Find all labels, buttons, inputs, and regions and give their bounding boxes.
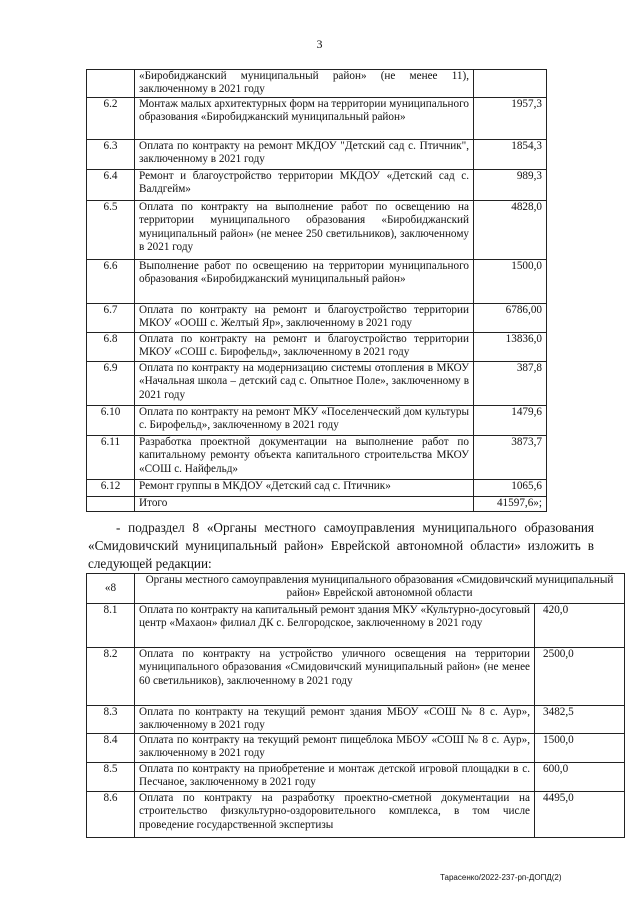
row-number: 6.3 [87, 139, 135, 169]
row-value: 2500,0 [535, 648, 625, 706]
row-number [87, 496, 135, 511]
row-text: Оплата по контракту на текущий ремонт здания МБОУ «СОШ № 8 с. Аур», заключенному в 2021 году [135, 706, 535, 734]
row-text: Оплата по контракту на ремонт МКДОУ "Детский сад с. Птичник", заключенному в 2021 году [135, 139, 474, 169]
row-value: 600,0 [535, 763, 625, 792]
table-row [87, 479, 547, 496]
row-number: 6.12 [87, 479, 135, 496]
row-text: Ремонт и благоустройство территории МКДОУ «Детский сад с. Валдгейм» [135, 169, 474, 200]
row-value: 1479,6 [474, 405, 547, 435]
row-value [474, 70, 547, 98]
row-text: Оплата по контракту на приобретение и монтаж детской игровой площадки в с. Песчаное, заключенному в 2021 году [135, 763, 535, 792]
row-text: «Биробиджанский муниципальный район» (не менее 11), заключенному в 2021 году [135, 70, 474, 98]
row-number: 6.11 [87, 435, 135, 479]
row-text: Оплата по контракту на устройство уличного освещения на территории муниципального образования «Смидовичский муниципальный район» (не менее 60 светильников), заключенному в 2021 году [135, 648, 535, 706]
table-row [87, 604, 625, 648]
row-value: 1854,3 [474, 139, 547, 169]
row-text: Оплата по контракту на выполнение работ по освещению на территории муниципального образования «Биробиджанский муниципальный район» (не менее 250 светильников), заключенному в 2021 году [135, 200, 474, 259]
section-paragraph [88, 519, 594, 573]
table-section-6 [86, 69, 547, 512]
row-text: Оплата по контракту на ремонт и благоустройство территории МКОУ «СОШ с. Бирофельд», заключенному в 2021 году [135, 332, 474, 361]
row-value: 4495,0 [535, 792, 625, 838]
row-value: 13836,0 [474, 332, 547, 361]
row-text: Оплата по контракту на ремонт и благоустройство территории МКОУ «ООШ с. Желтый Яр», заключенному в 2021 году [135, 303, 474, 332]
row-number: 8.5 [87, 763, 135, 792]
row-text: Итого [135, 496, 474, 511]
row-number: 8.6 [87, 792, 135, 838]
table-row [87, 200, 547, 259]
table-row [87, 303, 547, 332]
row-number: 6.4 [87, 169, 135, 200]
row-number: 6.2 [87, 97, 135, 139]
row-number: 8.3 [87, 706, 135, 734]
row-value: 1500,0 [474, 259, 547, 303]
table-row [87, 648, 625, 706]
row-value: 4828,0 [474, 200, 547, 259]
row-value: 6786,00 [474, 303, 547, 332]
row-number: 6.5 [87, 200, 135, 259]
paragraph-text: - подраздел 8 «Органы местного самоуправления муниципального образования «Смидовичский муниципальный район» Еврейской автономной области» изложить в следующей редакции: [88, 520, 594, 571]
section-header-row [87, 574, 625, 604]
page-number: 3 [316, 37, 323, 51]
row-text: Выполнение работ по освещению на территории муниципального образования «Биробиджанский муниципальный район» [135, 259, 474, 303]
row-value: 387,8 [474, 361, 547, 405]
table-row [87, 259, 547, 303]
row-text: Оплата по контракту на текущий ремонт пищеблока МБОУ «СОШ № 8 с. Аур», заключенному в 2021 году [135, 734, 535, 763]
table-row [87, 169, 547, 200]
row-value: 420,0 [535, 604, 625, 648]
row-value: 3873,7 [474, 435, 547, 479]
table-row [87, 332, 547, 361]
row-text: Ремонт группы в МКДОУ «Детский сад с. Птичник» [135, 479, 474, 496]
table-row [87, 763, 625, 792]
row-text: Оплата по контракту на модернизацию системы отопления в МКОУ «Начальная школа – детский сад с. Опытное Поле», заключенному в 2021 году [135, 361, 474, 405]
row-value: 1957,3 [474, 97, 547, 139]
table-row [87, 70, 547, 98]
row-number: 6.8 [87, 332, 135, 361]
row-number: 6.10 [87, 405, 135, 435]
row-number: 8.2 [87, 648, 135, 706]
row-number: 8.1 [87, 604, 135, 648]
table-row [87, 361, 547, 405]
table-row [87, 405, 547, 435]
table-row [87, 792, 625, 838]
row-text: Разработка проектной документации на выполнение работ по капитальному ремонту объекта капитального строительства МКОУ «СОШ с. Найфельд» [135, 435, 474, 479]
row-number [87, 70, 135, 98]
row-text: Оплата по контракту на ремонт МКУ «Поселенческий дом культуры с. Бирофельд», заключенному в 2021 году [135, 405, 474, 435]
table-row [87, 435, 547, 479]
section-title: Органы местного самоуправления муниципального образования «Смидовичский муниципальный район» Еврейской автономной области [135, 574, 625, 604]
table-row [87, 139, 547, 169]
row-value: 41597,6»; [474, 496, 547, 511]
row-text: Монтаж малых архитектурных форм на территории муниципального образования «Биробиджанский муниципальный район» [135, 97, 474, 139]
table-section-8 [86, 573, 625, 838]
row-number: 6.9 [87, 361, 135, 405]
row-value: 1500,0 [535, 734, 625, 763]
row-value: 3482,5 [535, 706, 625, 734]
row-text: Оплата по контракту на капитальный ремонт здания МКУ «Культурно-досуговый центр «Махаон» филиал ДК с. Белгородское, заключенному в 2021 году [135, 604, 535, 648]
row-value: 1065,6 [474, 479, 547, 496]
row-number: 6.7 [87, 303, 135, 332]
section-number: «8 [87, 574, 135, 604]
document-footer-code: Тарасенко/2022-237-рп-ДОПД(2) [440, 873, 562, 882]
table-row [87, 97, 547, 139]
row-number: 8.4 [87, 734, 135, 763]
table-row-total [87, 496, 547, 511]
table-row [87, 734, 625, 763]
row-number: 6.6 [87, 259, 135, 303]
table-row [87, 706, 625, 734]
row-text: Оплата по контракту на разработку проектно-сметной документации на строительство физкультурно-оздоровительного комплекса, в том числе проведение государственной экспертизы [135, 792, 535, 838]
row-value: 989,3 [474, 169, 547, 200]
